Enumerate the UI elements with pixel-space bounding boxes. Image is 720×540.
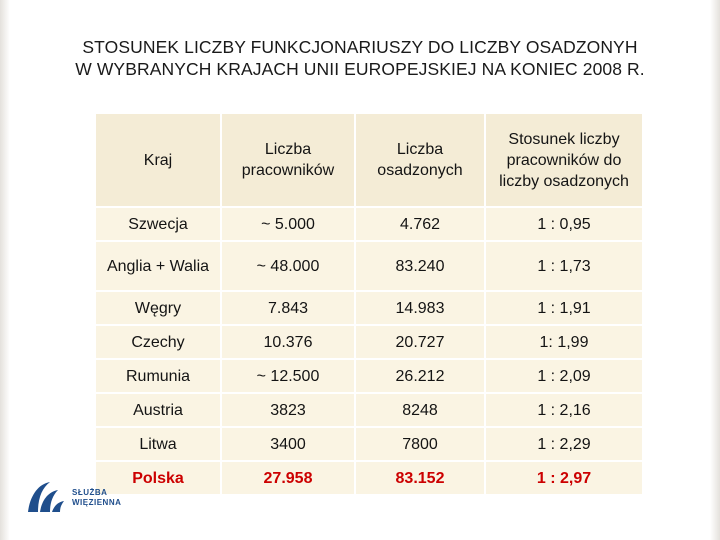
- cell-ratio: 1: 1,99: [485, 325, 643, 359]
- cell-inmates: 26.212: [355, 359, 485, 393]
- cell-ratio: 1 : 0,95: [485, 207, 643, 241]
- cell-inmates: 14.983: [355, 291, 485, 325]
- cell-country: Polska: [95, 461, 221, 495]
- cell-staff: 3823: [221, 393, 355, 427]
- table-row: [95, 393, 643, 427]
- cell-ratio: 1 : 1,91: [485, 291, 643, 325]
- table-row: [95, 291, 643, 325]
- cell-inmates: 20.727: [355, 325, 485, 359]
- cell-staff: 7.843: [221, 291, 355, 325]
- slide-frame-right: [710, 0, 720, 540]
- cell-ratio: 1 : 1,73: [485, 241, 643, 291]
- table-row: [95, 207, 643, 241]
- cell-staff: ~ 48.000: [221, 241, 355, 291]
- header-country: Kraj: [95, 113, 221, 207]
- cell-country: Austria: [95, 393, 221, 427]
- cell-country: Litwa: [95, 427, 221, 461]
- table-row: [95, 359, 643, 393]
- cell-country: Czechy: [95, 325, 221, 359]
- logo-text-line-2: WIĘZIENNA: [72, 498, 122, 507]
- cell-inmates: 83.152: [355, 461, 485, 495]
- cell-inmates: 7800: [355, 427, 485, 461]
- cell-country: Szwecja: [95, 207, 221, 241]
- cell-country: Węgry: [95, 291, 221, 325]
- prison-service-logo: [24, 476, 134, 516]
- cell-inmates: 4.762: [355, 207, 485, 241]
- cell-ratio: 1 : 2,97: [485, 461, 643, 495]
- cell-inmates: 83.240: [355, 241, 485, 291]
- cell-staff: 3400: [221, 427, 355, 461]
- title-line-1: STOSUNEK LICZBY FUNKCJONARIUSZY DO LICZBY OSADZONYH: [82, 37, 638, 57]
- slide-title: [0, 36, 720, 80]
- cell-country: Anglia + Walia: [95, 241, 221, 291]
- prison-service-logo-icon: [24, 476, 68, 516]
- table-row-highlighted: [95, 461, 643, 495]
- header-inmates: Liczba osadzonych: [355, 113, 485, 207]
- table-row: [95, 325, 643, 359]
- header-ratio: Stosunek liczby pracowników do liczby osadzonych: [485, 113, 643, 207]
- slide-frame-left: [0, 0, 10, 540]
- ratio-table: [94, 112, 644, 496]
- header-staff: Liczba pracowników: [221, 113, 355, 207]
- cell-ratio: 1 : 2,29: [485, 427, 643, 461]
- cell-staff: ~ 5.000: [221, 207, 355, 241]
- cell-ratio: 1 : 2,09: [485, 359, 643, 393]
- cell-staff: 10.376: [221, 325, 355, 359]
- cell-staff: ~ 12.500: [221, 359, 355, 393]
- cell-staff: 27.958: [221, 461, 355, 495]
- logo-text-line-1: SŁUŻBA: [72, 488, 108, 497]
- cell-inmates: 8248: [355, 393, 485, 427]
- table-header-row: [95, 113, 643, 207]
- title-line-2: W WYBRANYCH KRAJACH UNII EUROPEJSKIEJ NA KONIEC 2008 R.: [75, 59, 645, 79]
- cell-country: Rumunia: [95, 359, 221, 393]
- table-row: [95, 427, 643, 461]
- table-row: [95, 241, 643, 291]
- ratio-table-container: [94, 112, 642, 496]
- cell-ratio: 1 : 2,16: [485, 393, 643, 427]
